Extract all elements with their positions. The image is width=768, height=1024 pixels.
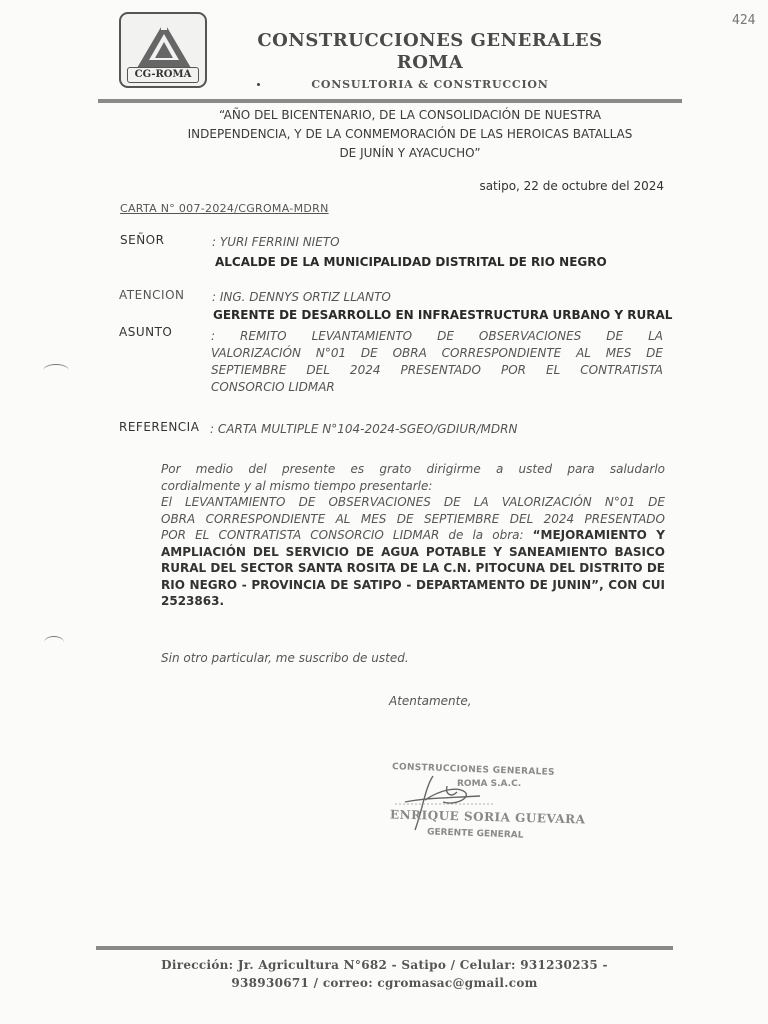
stamp-role: GERENTE GENERAL <box>426 827 524 841</box>
attention-name: : ING. DENNYS ORTIZ LLANTO <box>212 290 391 304</box>
recipient-name: : YURI FERRINI NIETO <box>212 235 340 249</box>
header-dot <box>257 83 260 86</box>
year-motto <box>150 106 670 163</box>
page-number: 424 <box>732 13 756 28</box>
body-p2-line3 <box>161 527 665 544</box>
subject-line3: SEPTIEMBRE DEL 2024 PRESENTADO POR EL CONTRATISTA <box>211 363 663 377</box>
letter-number: CARTA N° 007-2024/CGROMA-MDRN <box>120 202 329 215</box>
body-p2-line1: El LEVANTAMIENTO DE OBSERVACIONES DE LA VALORIZACIÓN N°01 DE <box>161 495 665 509</box>
header-divider <box>98 99 682 103</box>
reference-label: REFERENCIA <box>119 420 200 434</box>
letter-date: satipo, 22 de octubre del 2024 <box>479 179 664 193</box>
body-p1-line1: Por medio del presente es grato dirigirme a usted para saludarlo <box>161 462 665 476</box>
motto-line1: “AÑO DEL BICENTENARIO, DE LA CONSOLIDACIÓN DE NUESTRA <box>218 108 602 122</box>
footer-line1: Dirección: Jr. Agricultura N°682 - Satipo / Celular: 931230235 - <box>161 958 608 972</box>
margin-mark <box>43 364 69 377</box>
motto-line3: DE JUNÍN Y AYACUCHO” <box>339 146 481 160</box>
letter-body <box>161 461 665 610</box>
reference-value: : CARTA MULTIPLE N°104-2024-SGEO/GDIUR/MDRN <box>210 422 518 436</box>
company-name-line2: ROMA <box>396 52 464 73</box>
subject-line1: : REMITO LEVANTAMIENTO DE OBSERVACIONES DE LA <box>211 329 663 343</box>
subject-line2: VALORIZACIÓN N°01 DE OBRA CORRESPONDIENTE AL MES DE <box>211 346 663 360</box>
body-p2-line6: RIO NEGRO - PROVINCIA DE SATIPO - DEPARTAMENTO DE JUNIN”, CON CUI <box>161 577 665 592</box>
body-p2-line4: AMPLIACIÓN DEL SERVICIO DE AGUA POTABLE Y SANEAMIENTO BASICO <box>161 544 665 559</box>
recipient-label: SEÑOR <box>120 233 165 247</box>
closing-line: Sin otro particular, me suscribo de usted. <box>161 651 409 665</box>
subject-text <box>211 328 663 396</box>
body-p2-line5: RURAL DEL SECTOR SANTA ROSITA DE LA C.N. PITOCUNA DEL DISTRITO DE <box>161 561 665 575</box>
subject-label: ASUNTO <box>119 325 173 339</box>
attention-label: ATENCION <box>119 288 185 302</box>
subject-line4: CONSORCIO LIDMAR <box>211 380 335 394</box>
footer-divider <box>96 946 673 950</box>
body-p2-line7: 2523863. <box>161 594 225 608</box>
company-logo <box>119 12 207 88</box>
logo-text: CG-ROMA <box>127 67 199 83</box>
body-p2-line2: OBRA CORRESPONDIENTE AL MES DE SEPTIEMBRE DEL 2024 PRESENTADO <box>161 511 665 526</box>
motto-line2: INDEPENDENCIA, Y DE LA CONMEMORACIÓN DE LAS HEROICAS BATALLAS <box>187 127 633 141</box>
footer-line2: 938930671 / correo: cgromasac@gmail.com <box>231 976 538 990</box>
company-name-line1: CONSTRUCCIONES GENERALES <box>257 30 603 51</box>
recipient-title: ALCALDE DE LA MUNICIPALIDAD DISTRITAL DE RIO NEGRO <box>215 255 607 269</box>
company-name <box>230 30 630 74</box>
stamp-name: ENRIQUE SORIA GUEVARA <box>389 807 586 827</box>
regards-line: Atentamente, <box>389 694 472 708</box>
body-p1-line2: cordialmente y al mismo tiempo presentarle: <box>161 478 433 493</box>
stamp-company: CONSTRUCCIONES GENERALES <box>391 762 555 778</box>
body-p2-line3b: “MEJORAMIENTO Y <box>532 528 665 542</box>
attention-title: GERENTE DE DESARROLLO EN INFRAESTRUCTURA URBANO Y RURAL <box>213 308 673 322</box>
company-tagline: CONSULTORIA & CONSTRUCCION <box>311 78 549 91</box>
margin-mark <box>44 636 64 649</box>
stamp-company2: ROMA S.A.C. <box>457 779 522 789</box>
logo-triangle-icon <box>135 20 193 70</box>
body-p2-line3a: POR EL CONTRATISTA CONSORCIO LIDMAR de la obra: <box>161 528 533 542</box>
